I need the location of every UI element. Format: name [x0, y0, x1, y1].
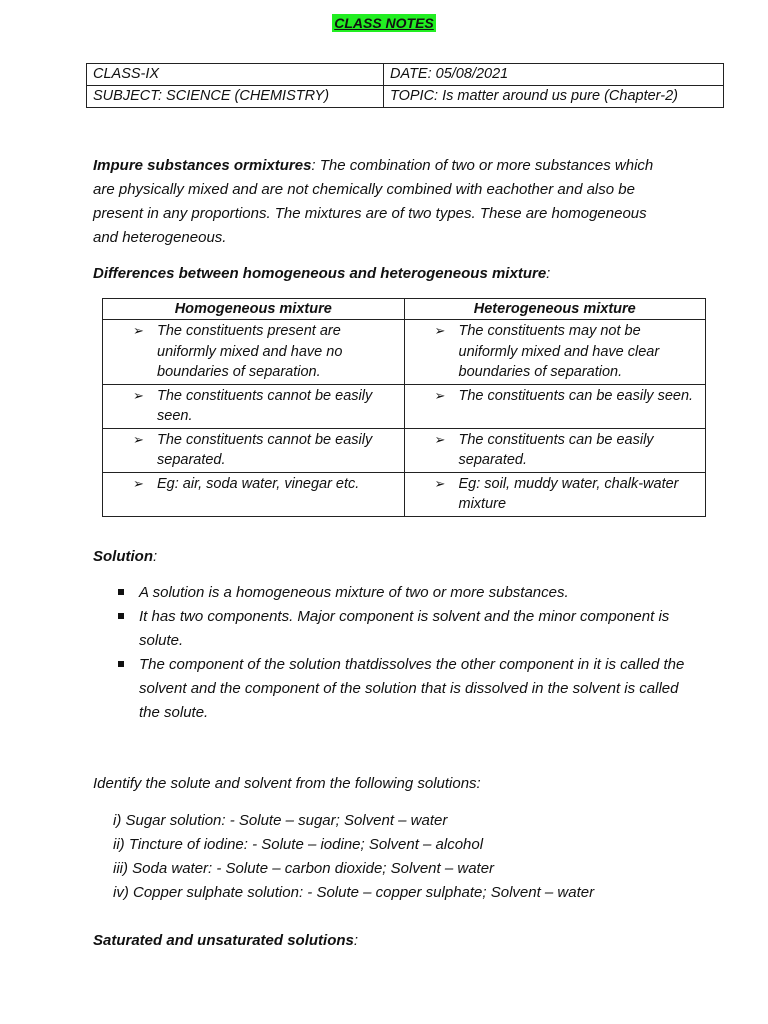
list-item — [93, 653, 693, 725]
solution-heading — [93, 545, 673, 569]
solution-bullet-list — [93, 581, 693, 725]
homogeneous-cell — [103, 320, 405, 385]
comparison-table — [102, 298, 706, 517]
list-item: ii) Tincture of iodine: - Solute – iodine; Solvent – alcohol — [113, 836, 484, 853]
arrow-bullet-icon: ➢ — [133, 387, 144, 403]
table-row — [103, 472, 706, 516]
heterogeneous-cell — [404, 384, 706, 428]
homogeneous-header: Homogeneous mixture — [103, 299, 405, 320]
solution-heading-text: Solution — [93, 548, 153, 565]
homogeneous-text: The constituents cannot be easily separated. — [157, 431, 373, 468]
arrow-bullet-icon: ➢ — [133, 475, 144, 491]
list-item: iv) Copper sulphate solution: - Solute – copper sulphate; Solvent – water — [113, 884, 595, 901]
homogeneous-cell — [103, 384, 405, 428]
saturated-heading-suffix: : — [353, 932, 359, 949]
square-bullet-icon — [118, 661, 124, 667]
differences-heading-suffix: : — [546, 265, 551, 282]
homogeneous-cell — [103, 472, 405, 516]
impure-heading: Impure substances ormixtures — [93, 157, 312, 174]
homogeneous-cell — [103, 428, 405, 472]
impure-substances-paragraph — [93, 154, 673, 250]
saturated-heading-text: Saturated and unsaturated solutions — [93, 932, 354, 949]
subject-cell: SUBJECT: SCIENCE (CHEMISTRY) — [87, 86, 384, 108]
square-bullet-icon — [118, 613, 124, 619]
heterogeneous-cell — [404, 472, 706, 516]
impure-text: : The combination of two or more substances which are physically mixed and are not chemically combined with eachother and also be present in any proportions. The mixtures are of two types. These are homogeneous and heterogeneous. — [93, 157, 654, 246]
homogeneous-text: The constituents cannot be easily seen. — [157, 387, 373, 424]
homogeneous-text: Eg: air, soda water, vinegar etc. — [157, 475, 360, 492]
arrow-bullet-icon: ➢ — [434, 431, 446, 447]
heterogeneous-text: The constituents can be easily seen. — [458, 387, 694, 404]
identify-heading: Identify the solute and solvent from the following solutions: — [93, 775, 481, 792]
topic-cell: TOPIC: Is matter around us pure (Chapter-2) — [384, 86, 724, 108]
table-row — [103, 384, 706, 428]
list-item: iii) Soda water: - Solute – carbon dioxide; Solvent – water — [113, 860, 495, 877]
list-item-text: The component of the solution thatdissolves the other component in it is called the solvent and the component of the solution that is dissolved in the solvent is called the solute. — [139, 656, 685, 721]
table-row — [103, 428, 706, 472]
saturated-heading — [93, 929, 673, 953]
solute-solvent-list — [113, 809, 594, 905]
list-item-text: It has two components. Major component is solvent and the minor component is solute. — [139, 608, 670, 649]
date-cell: DATE: 05/08/2021 — [384, 64, 724, 86]
square-bullet-icon — [118, 589, 124, 595]
heterogeneous-header: Heterogeneous mixture — [404, 299, 706, 320]
list-item-text: A solution is a homogeneous mixture of two or more substances. — [139, 584, 569, 601]
header-table — [86, 63, 724, 108]
solution-heading-suffix: : — [153, 548, 158, 565]
class-notes-title: CLASS NOTES — [334, 15, 434, 31]
list-item: i) Sugar solution: - Solute – sugar; Solvent – water — [113, 812, 448, 829]
arrow-bullet-icon: ➢ — [133, 323, 144, 338]
table-row — [103, 320, 706, 385]
differences-heading — [93, 262, 673, 286]
heterogeneous-text: The constituents can be easily separated. — [458, 431, 654, 468]
differences-heading-text: Differences between homogeneous and heterogeneous mixture — [93, 265, 547, 282]
list-item — [93, 605, 693, 653]
arrow-bullet-icon: ➢ — [434, 323, 446, 338]
heterogeneous-text: The constituents may not be uniformly mixed and have clear boundaries of separation. — [458, 323, 660, 380]
comparison-header-row — [103, 299, 706, 320]
class-cell: CLASS-IX — [87, 64, 384, 86]
arrow-bullet-icon: ➢ — [434, 387, 446, 403]
heterogeneous-cell — [404, 320, 706, 385]
heterogeneous-text: Eg: soil, muddy water, chalk-water mixture — [458, 475, 679, 512]
heterogeneous-cell — [404, 428, 706, 472]
arrow-bullet-icon: ➢ — [434, 475, 446, 491]
list-item — [93, 581, 693, 605]
arrow-bullet-icon: ➢ — [133, 431, 144, 447]
homogeneous-text: The constituents present are uniformly mixed and have no boundaries of separation. — [157, 323, 343, 380]
page-title — [0, 15, 768, 33]
